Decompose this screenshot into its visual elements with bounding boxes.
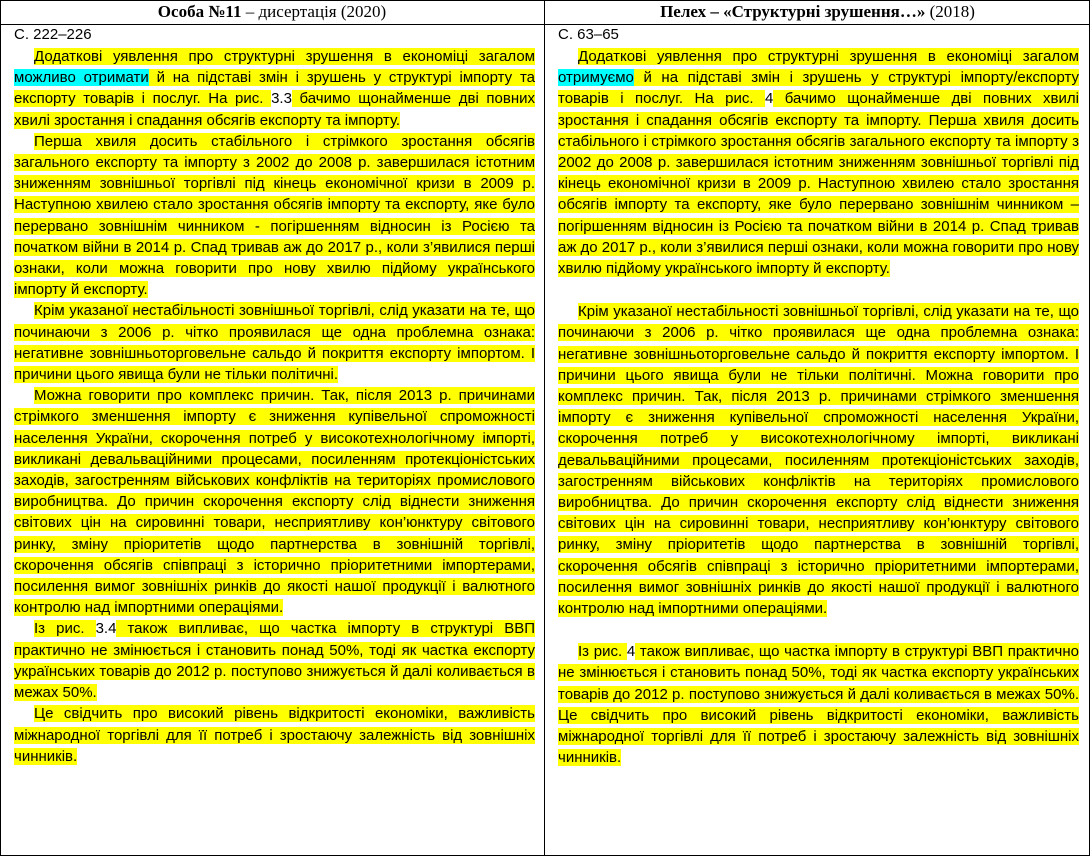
right-page-range: С. 63–65	[558, 26, 619, 43]
left-figure-ref-2: 3.4	[95, 620, 117, 638]
right-paragraph-2: Крім указаної нестабільності зовнішньої торгівлі, слід указати на те, що починаючи з 2006 р. чітко проявилася ще одна проблемна ознака: негативне зовнішньоторговельне сальдо й покриття експорту імпортом. І причини цього явища були не тільки політичні. Можна говорити про комплекс причин. Так, після 2013 р. причинами стрімкого зменшення імпорту є зниження купівельної спроможності населення України, скорочення потреб у високотехнологічному імпорті, викликані девальваційними процесами, посиленням протекціоністських заходів, загостренням військових конфліктів на територіях промислового виробництва. До причин скорочення експорту слід віднести зниження світових цін на сировинні товари, несприятливу кон’юнктуру світового ринку, зміну пріоритетів щодо партнерства в зовнішній торгівлі, скорочення обсягів співпраці з історично пріоритетними імпортерами, посилення вимог зовнішніх ринків до якості нашої продукції і валютного контролю над імпортними операціями.	[558, 303, 1079, 618]
right-paragraph-1: Додаткові уявлення про структурні зрушення в економіці загалом отримуємо й на підставі змін і зрушень у структурі імпорту/експорту товарів і послуг. На рис. 4 бачимо щонайменше дві повних хвилі зростання і спадання обсягів експорту та імпорту. Перша хвиля досить стабільного і стрімкого зростання обсягів загального експорту та імпорту з 2002 до 2008 р. завершилася істотним зниженням зовнішньої торгівлі під кінець економічної кризи в 2009 р. Наступною хвилею стало зростання обсягів імпорту та експорту, яке було перервано зовнішнім чинником – погіршенням відносин із Росією та початком війни в 2014 р. Спад тривав аж до 2017 р., коли з’явилися перші ознаки, коли можна говорити про нову хвилю підйому українського імпорту й експорту.	[558, 48, 1079, 278]
left-column	[14, 26, 535, 767]
paragraph-gap	[558, 279, 1079, 301]
header-divider	[0, 24, 1090, 25]
left-paragraph-5: Із рис. 3.4 також випливає, що частка імпорту в структурі ВВП практично не змінюється і становить понад 50%, тоді як частка експорту українських товарів до 2012 р. поступово знижується й далі коливається в межах 50%.	[14, 620, 535, 702]
left-page-range: С. 222–226	[14, 26, 92, 43]
left-header-title: Особа №11	[157, 2, 242, 21]
right-column-header	[545, 0, 1090, 24]
right-figure-ref-2: 4	[626, 643, 636, 661]
left-paragraph-2: Перша хвиля досить стабільного і стрімкого зростання обсягів загального експорту та імпорту з 2002 до 2008 р. завершилася істотним зниженням зовнішньої торгівлі під кінець економічної кризи в 2009 р. Наступною хвилею стало зростання обсягів імпорту та експорту, яке було перервано зовнішнім чинником - погіршенням відносин із Росією та початком війни в 2014 р. Спад тривав аж до 2017 р., коли з’явилися перші ознаки, коли можна говорити про нову хвилю підйому українського імпорту й експорту.	[14, 132, 535, 299]
right-figure-ref-1: 4	[764, 90, 774, 108]
right-matched-phrase: отримуємо	[558, 69, 634, 87]
paragraph-gap	[558, 619, 1079, 641]
left-paragraph-3: Крім указаної нестабільності зовнішньої торгівлі, слід указати на те, що починаючи з 2006 р. чітко проявилася ще одна проблемна ознака: негативне зовнішньоторговельне сальдо й покриття експорту імпортом. І причини цього явища були не тільки політичні.	[14, 302, 535, 384]
left-column-header	[0, 0, 544, 24]
left-header-type: – дисертація	[241, 2, 341, 21]
right-column	[558, 26, 1079, 769]
left-matched-phrase: можливо отримати	[14, 69, 149, 87]
left-paragraph-1: Додаткові уявлення про структурні зрушення в економіці загалом можливо отримати й на підставі змін і зрушень у структурі імпорту та експорту товарів і послуг. На рис. 3.3 бачимо щонайменше дві повних хвилі зростання і спадання обсягів експорту та імпорту.	[14, 48, 536, 129]
left-paragraph-4: Можна говорити про комплекс причин. Так, після 2013 р. причинами стрімкого зменшення імпорту є зниження купівельної спроможності населення України, скорочення потреб у високотехнологічному імпорті, викликані девальваційними процесами, посиленням протекціоністських заходів, загостренням військових конфліктів на територіях промислового виробництва. До причин скорочення експорту слід віднести зниження світових цін на сировинні товари, несприятливу кон’юнктуру світового ринку, зміну пріоритетів щодо партнерства в зовнішній торгівлі, скорочення обсягів співпраці з історично пріоритетними імпортерами, посилення вимог зовнішніх ринків до якості нашої продукції і валютного контролю над імпортними операціями.	[14, 387, 535, 617]
column-divider	[544, 0, 545, 856]
right-paragraph-3: Із рис. 4 також випливає, що частка імпорту в структурі ВВП практично не змінюється і становить понад 50%, тоді як частка експорту українських товарів до 2012 р. поступово знижується й далі коливається в межах 50%. Це свідчить про високий рівень відкритості економіки, важливість міжнародної торгівлі для її потреб і зростаючу залежність від зовнішніх чинників.	[558, 643, 1079, 767]
left-figure-ref-1: 3.3	[271, 90, 292, 108]
right-header-title: Пелех – «Структурні зрушення…»	[660, 2, 926, 21]
left-header-year: (2020)	[340, 2, 387, 21]
right-header-year: (2018)	[925, 2, 975, 21]
left-paragraph-6: Це свідчить про високий рівень відкритості економіки, важливість міжнародної торгівлі для її потреб і зростаючу залежність від зовнішніх чинників.	[14, 705, 535, 765]
